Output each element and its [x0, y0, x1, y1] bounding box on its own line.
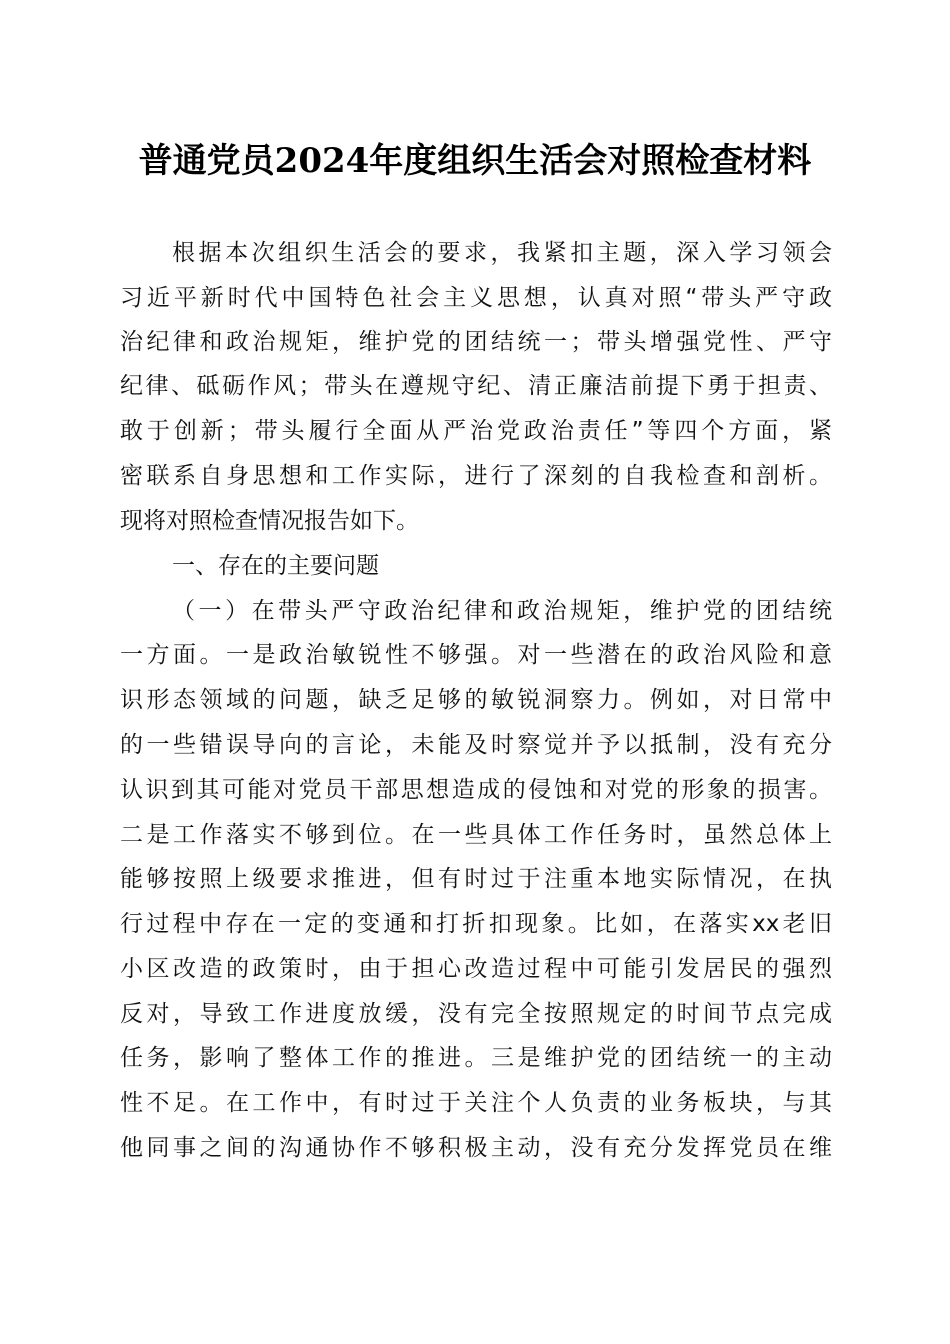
paragraph-line: 他同事之间的沟通协作不够积极主动，没有充分发挥党员在维 [120, 1135, 832, 1161]
paragraph-line: 现将对照检查情况报告如下。 [120, 508, 419, 534]
paragraph-line: 行过程中存在一定的变通和打折扣现象。比如，在落实xx老旧 [120, 911, 832, 937]
paragraph-line: 根据本次组织生活会的要求，我紧扣主题，深入学习领会 [172, 240, 832, 266]
paragraph-line: 反对，导致工作进度放缓，没有完全按照规定的时间节点完成 [120, 1001, 832, 1027]
section-heading: 一、存在的主要问题 [172, 553, 379, 579]
paragraph-line: 二是工作落实不够到位。在一些具体工作任务时，虽然总体上 [120, 822, 832, 848]
paragraph-line: 任务，影响了整体工作的推进。三是维护党的团结统一的主动 [120, 1045, 832, 1071]
paragraph-line: 习近平新时代中国特色社会主义思想，认真对照“带头严守政 [120, 285, 832, 311]
paragraph-line: 小区改造的政策时，由于担心改造过程中可能引发居民的强烈 [120, 956, 832, 982]
paragraph-line: 一方面。一是政治敏锐性不够强。对一些潜在的政治风险和意 [120, 642, 832, 668]
paragraph-line: 治纪律和政治规矩，维护党的团结统一；带头增强党性、严守 [120, 329, 832, 355]
paragraph-line: 识形态领域的问题，缺乏足够的敏锐洞察力。例如，对日常中 [120, 687, 832, 713]
paragraph-line: （一）在带头严守政治纪律和政治规矩，维护党的团结统 [172, 598, 832, 624]
paragraph-line: 性不足。在工作中，有时过于关注个人负责的业务板块，与其 [120, 1090, 832, 1116]
document-title: 普通党员2024年度组织生活会对照检查材料 [138, 141, 812, 181]
paragraph-line: 能够按照上级要求推进，但有时过于注重本地实际情况，在执 [120, 866, 832, 892]
paragraph-line: 认识到其可能对党员干部思想造成的侵蚀和对党的形象的损害。 [120, 777, 832, 803]
paragraph-line: 纪律、砥砺作风；带头在遵规守纪、清正廉洁前提下勇于担责、 [120, 373, 832, 399]
paragraph-line: 敢于创新；带头履行全面从严治党政治责任”等四个方面，紧 [120, 418, 832, 444]
paragraph-line: 的一些错误导向的言论，未能及时察觉并予以抵制，没有充分 [120, 732, 832, 758]
paragraph-line: 密联系自身思想和工作实际，进行了深刻的自我检查和剖析。 [120, 463, 832, 489]
